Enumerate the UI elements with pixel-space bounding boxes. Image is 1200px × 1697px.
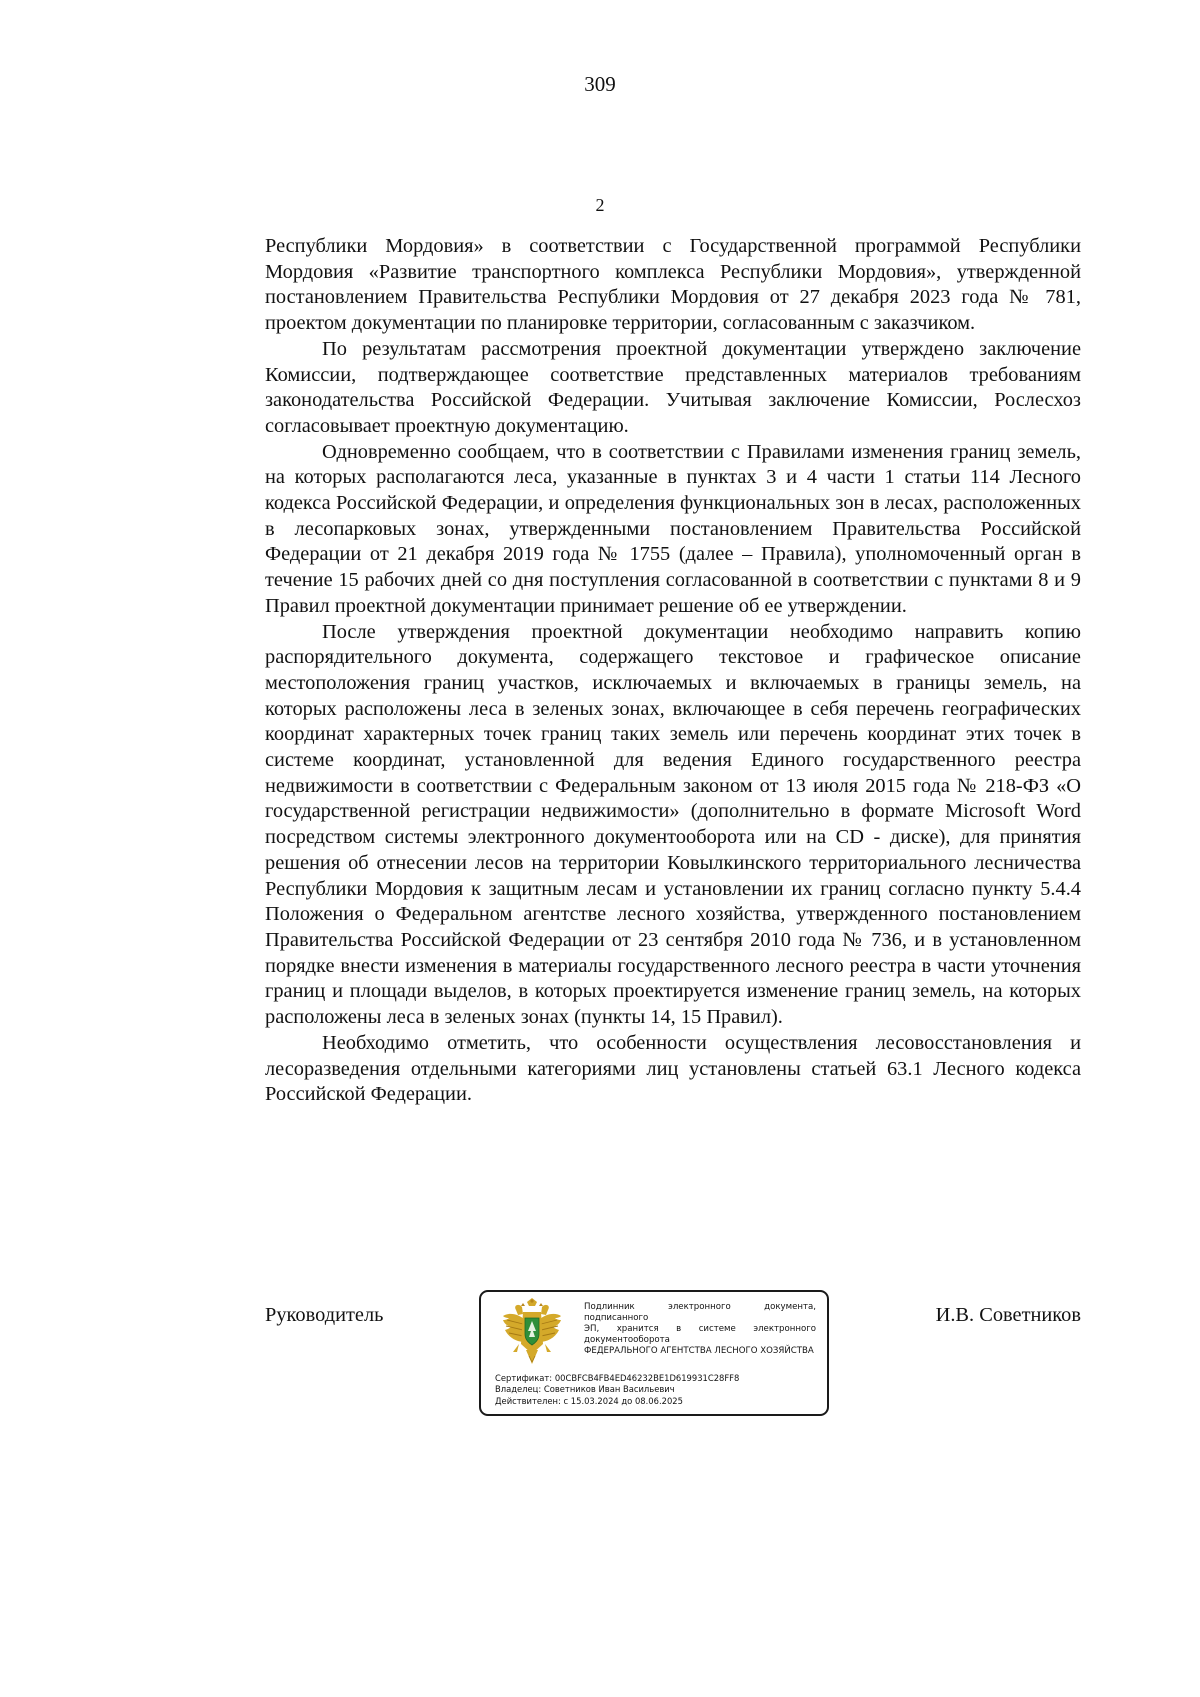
paragraph-after-approval: После утверждения проектной документации необходимо направить копию распорядительного документа, содержащего текстовое и графическое описание местоположения границ участков, исключаемых и включаемых в границы земель, на которых расположены леса в зеленых зонах, включающее в себя перечень географических координат характерных точек границ таких земель или перечень координат этих точек в системе координат, установленной для ведения Единого государственного реестра недвижимости в соответствии с Федеральным законом от 13 июля 2015 года № 218-ФЗ «О государственной регистрации недвижимости» (дополнительно в формате Microsoft Word посредством системы электронного документооборота или на CD - диске), для принятия решения об отнесении лесов на территории Ковылкинского территориального лесничества Республики Мордовия к защитным лесам и установлении их границ согласно пункту 5.4.4 Положения о Федеральном агентстве лесного хозяйства, утвержденного постановлением Правительства Российской Федерации от 23 сентября 2010 года № 736, и в установленном порядке внести изменения в материалы государственного лесного реестра в части уточнения границ и площади выделов, в которых проектируется изменение границ земель, на которых расположены леса в зеленых зонах (пункты 14, 15 Правил). [265,620,1081,1029]
owner-value: Советников Иван Васильевич [543,1384,675,1395]
signatory-title: Руководитель [265,1304,384,1326]
page-number: 309 [584,72,616,96]
signatory-name: И.В. Советников [935,1304,1081,1326]
certificate-row [495,1373,739,1384]
validity-label: Действителен: [495,1395,561,1406]
paragraph-continuation: Республики Мордовия» в соответствии с Государственной программой Республики Мордовия «Развитие транспортного комплекса Республики Мордовия», утвержденной постановлением Правительства Республики Мордовия от 27 декабря 2023 года № 781, проектом документации по планировке территории, согласованным с заказчиком. [265,235,1081,335]
electronic-signature-stamp [479,1290,829,1416]
stamp-header [584,1302,816,1357]
letter-body [265,234,1081,1108]
paragraph-commission-conclusion: По результатам рассмотрения проектной документации утверждено заключение Комиссии, подтверждающее соответствие представленных материалов требованиям законодательства Российской Федерации. Учитывая заключение Комиссии, Рослесхоз согласовывает проектную документацию. [265,337,1081,437]
owner-row [495,1384,739,1395]
paragraph-reforestation-note: Необходимо отметить, что особенности осуществления лесовосстановления и лесоразведения отдельными категориями лиц установлены статьей 63.1 Лесного кодекса Российской Федерации. [265,1031,1081,1106]
paragraph-rules-notice: Одновременно сообщаем, что в соответствии с Правилами изменения границ земель, на которых располагаются леса, указанные в пунктах 3 и 4 части 1 статьи 114 Лесного кодекса Российской Федерации, и определения функциональных зон в лесах, расположенных в лесопарковых зонах, утвержденными постановлением Правительства Российской Федерации от 21 декабря 2019 года № 1755 (далее – Правила), уполномоченный орган в течение 15 рабочих дней со дня поступления согласованной в соответствии с пунктами 8 и 9 Правил проектной документации принимает решение об ее утверждении. [265,440,1081,617]
stamp-header-line: документооборота [584,1335,670,1345]
double-headed-eagle-emblem-icon [501,1298,563,1366]
certificate-label: Сертификат: [495,1373,553,1383]
stamp-header-line: ФЕДЕРАЛЬНОГО АГЕНТСТВА ЛЕСНОГО ХОЗЯЙСТВА [584,1346,814,1356]
stamp-header-line: Подлинник электронного документа, подписанного [584,1302,816,1323]
validity-row [495,1396,739,1407]
letter-page-number: 2 [595,195,605,215]
owner-label: Владелец: [495,1384,542,1395]
validity-value: с 15.03.2024 до 08.06.2025 [563,1395,683,1406]
certificate-value: 00CBFCB4FB4ED46232BE1D619931C28FF8 [554,1373,740,1383]
stamp-details [495,1373,739,1407]
stamp-header-line: ЭП, хранится в системе электронного [584,1324,816,1334]
